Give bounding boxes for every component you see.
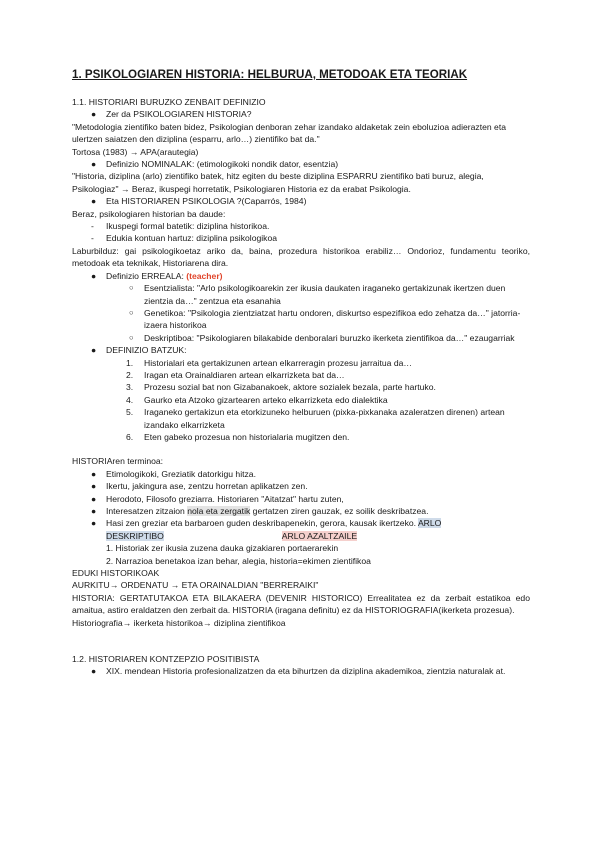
source-citation: Tortosa (1983) → APA(arautegia) bbox=[72, 146, 199, 157]
list-item: ● Ikertu, jakingura ase, zentzu horretan aplikatzen zen. bbox=[91, 481, 308, 492]
aurkitu-line: AURKITU→ ORDENATU → ETA ORAINALDIAN "BERRERAIKI" bbox=[72, 580, 319, 591]
bullet-marker: ● bbox=[91, 270, 97, 281]
eduki-heading: EDUKI HISTORIKOAK bbox=[72, 568, 160, 579]
bullet-marker: ● bbox=[91, 493, 97, 504]
section-heading-1-2: 1.2. HISTORIAREN KONTZEPZIO POSITIBISTA bbox=[72, 654, 260, 665]
list-item: 6. Eten gabeko prozesua non historialaria mugitzen den. bbox=[126, 431, 350, 442]
highlight-arlo-azaltzaile: ARLO AZALTZAILE bbox=[281, 530, 358, 541]
bullet-marker: ● bbox=[91, 345, 97, 356]
sub-point: 2. Narrazioa benetakoa izan behar, alegia, historia=ekimen zientifikoa bbox=[106, 555, 371, 566]
list-item: - Edukia kontuan hartuz: diziplina psikologikoa bbox=[91, 233, 278, 244]
circle-list bbox=[72, 282, 530, 344]
list-item: ● Herodoto, Filosofo greziarra. Historiaren "Aitatzat" hartu zuten, bbox=[91, 493, 344, 504]
paragraph: Beraz, psikologiaren historian ba daude: bbox=[72, 208, 226, 219]
section-heading-1-1: 1.1. HISTORIARI BURUZKO ZENBAIT DEFINIZIO bbox=[72, 97, 266, 107]
list-item: ● Etimologikoki, Greziatik datorkigu hitza. bbox=[91, 468, 256, 479]
dash-list bbox=[72, 220, 530, 245]
bullet-marker: ● bbox=[91, 196, 97, 207]
list-item: ● Eta HISTORIAREN PSIKOLOGIA ?(Caparrós, 1984) bbox=[91, 196, 307, 207]
highlight-nola-eta-zergatik: nola eta zergatik bbox=[187, 506, 251, 516]
bullet-marker: ● bbox=[91, 506, 97, 516]
definition-quote: "Metodologia zientifiko baten bidez, Psikologian denboran zehar izandako aldaketak zein eboluzioa adierazten eta ulertzen saiatzen den diziplina (esparru, arlo…) zientifiko bat da." bbox=[72, 121, 506, 145]
bullet-marker: ● bbox=[91, 666, 97, 677]
bullet-marker: ● bbox=[91, 109, 97, 120]
list-item: ● Interesatzen zitzaion nola eta zergatik gertatzen ziren gauzak, ez soilik deskribatzea. bbox=[91, 506, 429, 516]
question-list bbox=[72, 108, 530, 120]
circle-marker: ○ bbox=[129, 283, 134, 293]
list-item: ● DEFINIZIO BATZUK: bbox=[91, 345, 187, 356]
teacher-tag: (teacher) bbox=[186, 270, 223, 281]
bullet-marker: ● bbox=[91, 481, 97, 492]
highlight-deskriptibo: DESKRIPTIBO bbox=[106, 530, 164, 541]
dash-marker: - bbox=[91, 221, 94, 232]
list-item: ● Zer da PSIKOLOGIAREN HISTORIA? bbox=[91, 109, 252, 120]
circle-marker: ○ bbox=[129, 307, 134, 317]
list-item: 5. Iraganeko gertakizun eta etorkizuneko helburuen (pixka-pixkanaka azaleratzen direnen) artean izandako elkarrizketa bbox=[126, 407, 505, 430]
list-item: 2. Iragan eta Orainaldiaren artean elkarrizketa bat da… bbox=[126, 369, 345, 380]
summary-paragraph: Laburbilduz: gai psikologikoetaz ariko da, baina, prozedura historikoa erabiliz… Ondorioz, fundamentu teoriko, metodoak eta teknikak, Historiarena dira. bbox=[72, 245, 530, 269]
sub-point: 1. Historiak zer ikusia zuzena dauka gizakiaren portaerarekin bbox=[106, 543, 339, 554]
bullet-marker: ● bbox=[91, 159, 97, 170]
numbered-list bbox=[72, 357, 530, 444]
highlight-arlo: ARLO bbox=[417, 518, 442, 529]
list-item: ○ Genetikoa: "Psikologia zientziatzat hartu ondoren, diskurtso espezifikoa edo zehatza da…" jatorria-izaera historikoa bbox=[129, 307, 521, 331]
list-item: 1. Historialari eta gertakizunen artean elkarreragin prozesu jarraitua da… bbox=[126, 357, 412, 368]
nominal-definition-text: "Historia, diziplina (arlo) zientifiko batek, hitz egiten du beste diziplina ESPARRU zientifiko bati buruz, alegia, Psikologiaz" → Beraz, ikuspegi horretatik, Psikologiaren Historia ez da erabat Psikologia. bbox=[72, 171, 484, 194]
list-item: 4. Gaurko eta Atzoko gizartearen arteko elkarrizketa edo dialektika bbox=[126, 394, 388, 405]
dash-marker: - bbox=[91, 233, 94, 244]
list-item: ○ Esentzialista: "Arlo psikologikoarekin zer ikusia daukaten iraganeko gertakizunak ikertzen duen zientzia da…" zentzua eta esanahia bbox=[129, 283, 506, 306]
document-page bbox=[72, 68, 530, 678]
list-item: ● Definizio ERREALA: (teacher) bbox=[91, 270, 223, 281]
bullet-marker: ● bbox=[91, 468, 97, 479]
list-item: ○ Deskriptiboa: "Psikologiaren bilakabide denboralari buruzko ikerketa zientifikoa da…" ezaugarriak bbox=[129, 332, 515, 343]
list-item: ● Definizio NOMINALAK: (etimologikoki nondik dator, esentzia) bbox=[91, 159, 339, 170]
circle-marker: ○ bbox=[129, 332, 134, 342]
gertatutakoa-paragraph: HISTORIA: GERTATUTAKOA ETA BILAKAERA (DEVENIR HISTORICO) Errealitatea ez da zerbait estatikoa edo amaitua, astiro eraldatzen den zerbait da. HISTORIA (iragana definitu) ez da HISTORIOGRAFIA(ikerketa prozesua). bbox=[72, 592, 530, 616]
section-heading-historia: HISTORIAren terminoa: bbox=[72, 456, 164, 467]
list-item: ● XIX. mendean Historia profesionalizatzen da eta bihurtzen da diziplina akademikoa, zientzia naturalak at. bbox=[91, 666, 506, 677]
list-item: - Ikuspegi formal batetik: diziplina historikoa. bbox=[91, 221, 270, 232]
page-title: 1. PSIKOLOGIAREN HISTORIA: HELBURUA, METODOAK ETA TEORIAK bbox=[72, 68, 468, 81]
list-item: 3. Prozesu sozial bat non Gizabanakoek, aktore sozialek bezala, parte hartuko. bbox=[126, 382, 436, 393]
list-item: ● Hasi zen greziar eta barbaroen guden deskribapenekin, gerora, kausak ikertzeko. ARLO DESKRIPTIBO ARLO AZALTZAILE bbox=[91, 518, 442, 541]
historia-list bbox=[72, 468, 530, 542]
historiografia-line: Historiografia→ ikerketa historikoa→ diziplina zientifikoa bbox=[72, 617, 286, 628]
bullet-marker: ● bbox=[91, 518, 97, 529]
